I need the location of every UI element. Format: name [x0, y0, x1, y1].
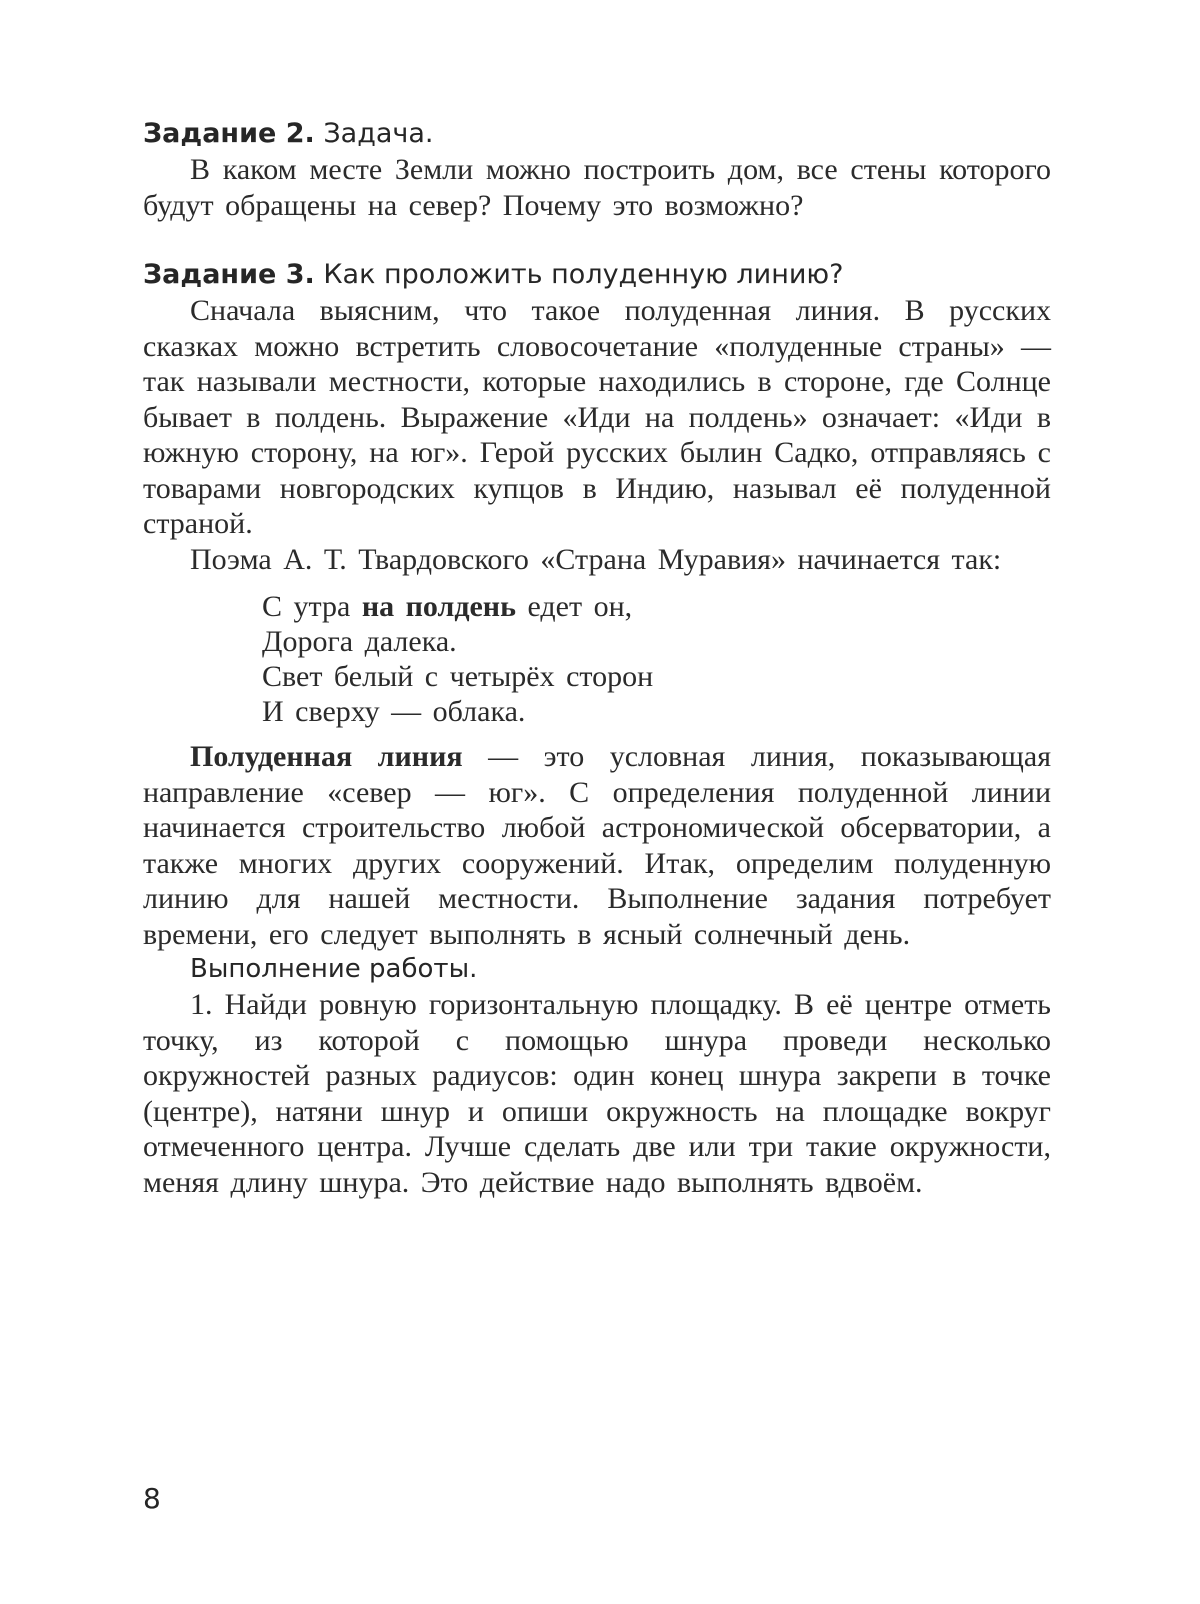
task-3-title: Как проложить полуденную линию? [323, 259, 844, 290]
work-heading: Выполнение работы. [190, 954, 478, 984]
page-number: 8 [143, 1482, 161, 1515]
task-2-text: В каком месте Земли можно построить дом, все стены которого будут обращены на север? Почему это возможно? [143, 153, 1051, 222]
definition-paragraph [143, 739, 1051, 952]
poem-line-4: И сверху — облака. [262, 695, 526, 728]
task-3-paragraph-2: Поэма А. Т. Твардовского «Страна Муравия» начинается так: [190, 542, 1002, 576]
task-3-label: Задание 3. [143, 259, 315, 290]
task-2-heading [143, 116, 1051, 152]
poem-line-3: Свет белый с четырёх сторон [262, 660, 654, 693]
poem-excerpt [262, 589, 1051, 729]
page-content [143, 116, 1051, 1200]
task-3-heading [143, 257, 1051, 293]
task-2-label: Задание 2. [143, 118, 315, 149]
task-2-title: Задача. [323, 118, 434, 149]
poem-line-1: С утра на полдень едет он, [262, 590, 633, 623]
task-3-paragraph-1: Сначала выясним, что такое полуденная линия. В русских сказках можно встретить словосочетание «полуденные страны» — так называли местности, которые находились в стороне, где Солнце бывает в полдень. Выражение «Иди на полдень» означает: «Иди в южную сторону, на юг». Герой русских былин Садко, отправляясь с товарами новгородских купцов в Индию, называл её полуденной страной. [143, 294, 1051, 540]
definition-text: — это условная линия, показывающая направление «север — юг». С определения полуденной линии начинается строительство любой астрономической обсерватории, а также многих других сооружений. Итак, определим полуденную линию для нашей местности. Выполнение задания потребует времени, его следует выполнять в ясный солнечный день. [143, 740, 1052, 951]
definition-term: Полуденная линия [190, 740, 463, 773]
poem-line-2: Дорога далека. [262, 625, 457, 658]
poem-emphasis: на полдень [361, 590, 516, 623]
step-1-text: 1. Найди ровную горизонтальную площадку. В её центре отметь точку, из которой с помощью шнура проведи несколько окружностей разных радиусов: один конец шнура закрепи в точке (центре), натяни шнур и опиши окружность на площадке вокруг отмеченного центра. Лучше сделать две или три такие окружности, меняя длину шнура. Это действие надо выполнять вдвоём. [143, 988, 1051, 1199]
